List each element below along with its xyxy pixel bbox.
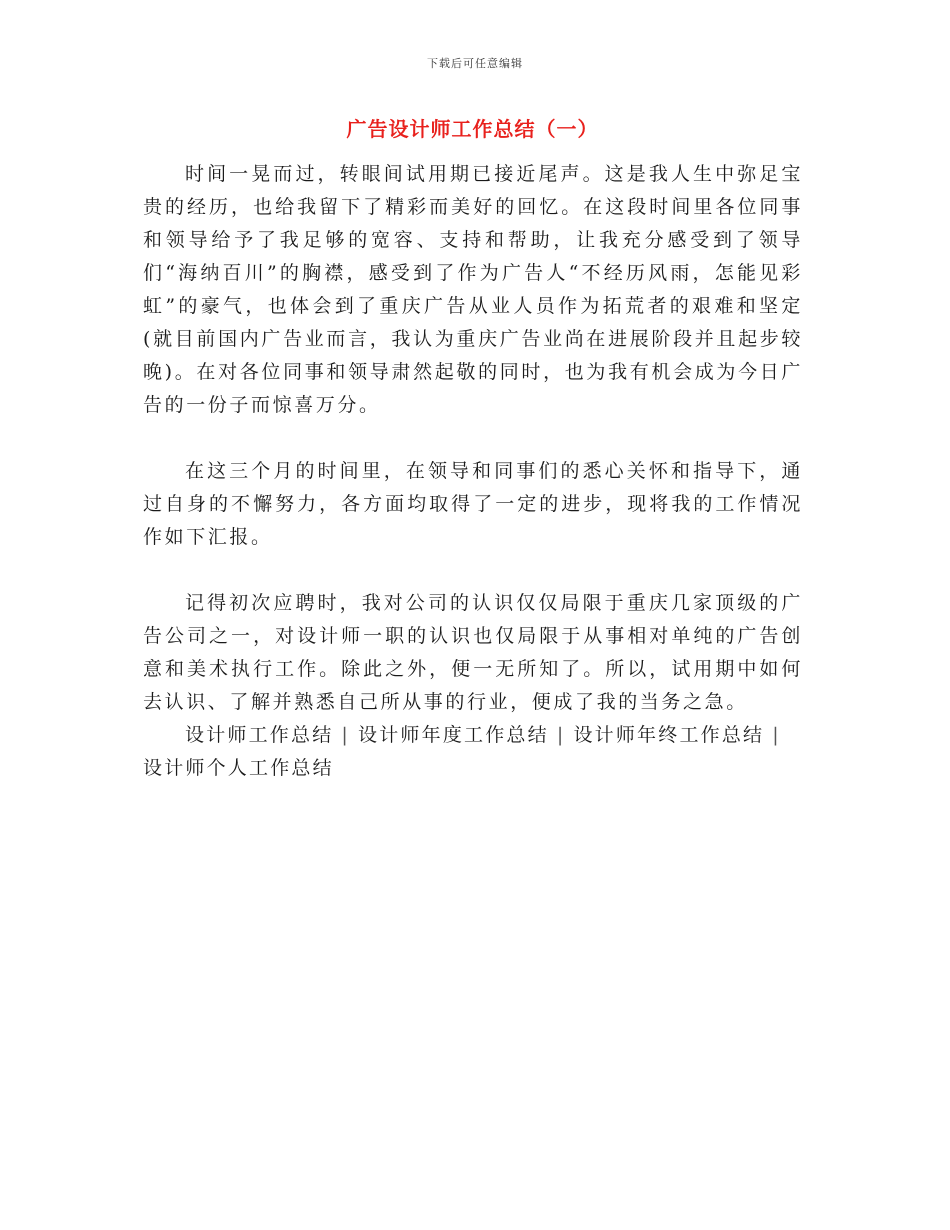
related-link[interactable]: 设计师年终工作总结 xyxy=(573,724,765,746)
document-body xyxy=(143,158,803,785)
paragraph-recollection: 记得初次应聘时，我对公司的认识仅仅局限于重庆几家顶级的广告公司之一，对设计师一职的认识也仅局限于从事相对单纯的广告创意和美术执行工作。除此之外，便一无所知了。所以，试用期中如何去认识、了解并熟悉自己所从事的行业，便成了我的当务之急。 xyxy=(143,592,803,713)
related-links xyxy=(143,719,803,785)
related-link[interactable]: 设计师工作总结 xyxy=(185,724,334,746)
paragraph-intro: 时间一晃而过，转眼间试用期已接近尾声。这是我人生中弥足宝贵的经历，也给我留下了精彩而美好的回忆。在这段时间里各位同事和领导给予了我足够的宽容、支持和帮助，让我充分感受到了领导们“海纳百川”的胸襟，感受到了作为广告人“不经历风雨，怎能见彩虹”的豪气，也体会到了重庆广告从业人员作为拓荒者的艰难和坚定(就目前国内广告业而言，我认为重庆广告业尚在进展阶段并且起步较晚)。在对各位同事和领导肃然起敬的同时，也为我有机会成为今日广告的一份子而惊喜万分。 xyxy=(143,163,803,416)
paragraph-summary: 在这三个月的时间里，在领导和同事们的悉心关怀和指导下，通过自身的不懈努力，各方面均取得了一定的进步，现将我的工作情况作如下汇报。 xyxy=(143,460,803,548)
link-separator: | xyxy=(341,724,351,746)
header-note: 下载后可任意编辑 xyxy=(427,57,523,70)
link-separator: | xyxy=(772,724,781,746)
document-title: 广告设计师工作总结（一） xyxy=(346,117,599,141)
related-link[interactable]: 设计师个人工作总结 xyxy=(143,757,334,779)
related-link[interactable]: 设计师年度工作总结 xyxy=(358,724,549,746)
link-separator: | xyxy=(556,724,566,746)
